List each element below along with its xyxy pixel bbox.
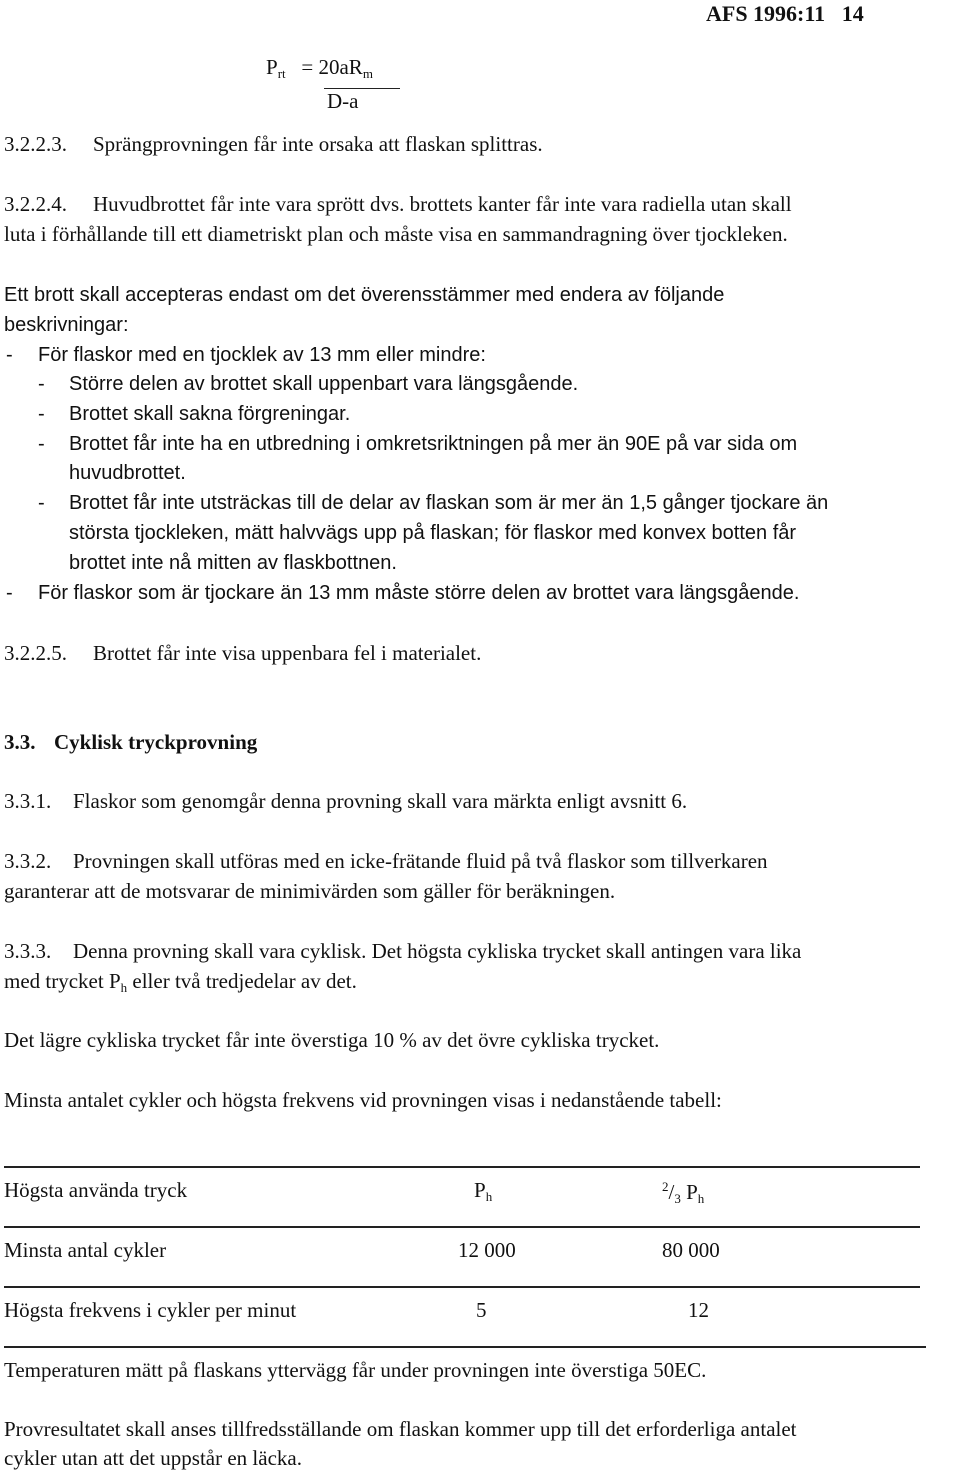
acceptance-intro-line: beskrivningar: [4,314,129,336]
table-cell: 12 000 [458,1238,516,1262]
table-intro-paragraph: Minsta antalet cykler och högsta frekvens vid provningen visas i nedanstående tabell: [4,1088,722,1112]
result-paragraph-line: cykler utan att det uppstår en läcka. [4,1446,302,1470]
list-dash: - [38,373,45,395]
list-dash: - [6,582,13,604]
list-item-thick-flasks: För flaskor som är tjockare än 13 mm måste större delen av brottet vara längsgående. [38,582,800,604]
paragraph-3-3-3-line: med trycket $P_h$ eller två tredjedelar av det. [4,969,357,995]
sub-list-item: Brottet får inte utsträckas till de delar av flaskan som är mer än 1,5 gånger tjockare än [69,492,829,514]
sub-list-item-continued: största tjockleken, mätt halvvägs upp på flaskan; för flaskor med konvex botten får [69,522,797,544]
table-row-label: Högsta använda tryck [4,1178,188,1202]
list-item-thin-flasks: För flaskor med en tjocklek av 13 mm eller mindre: [38,344,486,366]
table-cell: $P_h$ [474,1178,493,1204]
acceptance-intro-line: Ett brott skall accepteras endast om det överensstämmer med endera av följande [4,284,725,306]
table-cell: 12 [688,1298,709,1322]
document-reference [706,3,864,25]
list-dash: - [38,403,45,425]
paragraph-3-2-2-5-number: 3.2.2.5. [4,641,67,665]
paragraph-3-2-2-3-number: 3.2.2.3. [4,132,67,156]
sub-list-item: Större delen av brottet skall uppenbart vara längsgående. [69,373,579,395]
paragraph-3-2-2-4-number: 3.2.2.4. [4,192,67,216]
paragraph-3-2-2-5-text: Brottet får inte visa uppenbara fel i materialet. [93,641,482,665]
result-paragraph-line: Provresultatet skall anses tillfredsställande om flaskan kommer upp till det erforderliga antalet [4,1417,797,1441]
sub-list-item-continued: brottet inte nå mitten av flaskbottnen. [69,552,397,574]
paragraph-3-2-2-4-line: luta i förhållande till ett diametriskt plan och måste visa en sammandragning över tjockleken. [4,222,788,246]
table-cell: $^2/_3$ $P_h$ [662,1179,705,1206]
table-rule [4,1286,920,1288]
paragraph-3-3-1-number: 3.3.1. [4,789,52,813]
lower-pressure-paragraph: Det lägre cykliska trycket får inte överstiga 10 % av det övre cykliska trycket. [4,1028,660,1052]
list-dash: - [38,492,45,514]
sub-list-item: Brottet får inte ha en utbredning i omkretsriktningen på mer än 90E på var sida om [69,433,798,455]
document-id: AFS 1996:11 [706,1,826,26]
section-3-3-number: 3.3. [4,730,36,754]
paragraph-3-2-2-4-line: Huvudbrottet får inte vara sprött dvs. brottets kanter får inte vara radiella utan skall [93,192,792,216]
paragraph-3-3-3-line: Denna provning skall vara cyklisk. Det högsta cykliska trycket skall antingen vara lika [73,939,802,963]
formula-denominator: D-a [327,89,359,113]
paragraph-3-3-2-number: 3.3.2. [4,849,52,873]
table-rule-bottom [4,1346,926,1348]
table-cell: 5 [476,1298,487,1322]
table-row-label: Minsta antal cykler [4,1238,167,1262]
paragraph-3-3-3-number: 3.3.3. [4,939,52,963]
formula-numerator: $P_{rt}$ = $20aR_m$ [266,55,373,81]
page-number: 14 [841,1,864,26]
sub-list-item: Brottet skall sakna förgreningar. [69,403,351,425]
paragraph-3-3-2-line: Provningen skall utföras med en icke-frätande fluid på två flaskor som tillverkaren [73,849,768,873]
paragraph-3-2-2-3-text: Sprängprovningen får inte orsaka att flaskan splittras. [93,132,543,156]
sub-list-item-continued: huvudbrottet. [69,462,186,484]
list-dash: - [6,344,13,366]
table-rule-top [4,1166,920,1168]
table-rule [4,1226,920,1228]
paragraph-3-3-2-line: garanterar att de motsvarar de minimivärden som gäller för beräkningen. [4,879,616,903]
section-3-3-title: Cyklisk tryckprovning [54,730,258,754]
temperature-paragraph: Temperaturen mätt på flaskans yttervägg får under provningen inte överstiga 50EC. [4,1358,707,1382]
table-row-label: Högsta frekvens i cykler per minut [4,1298,297,1322]
paragraph-3-3-1-text: Flaskor som genomgår denna provning skall vara märkta enligt avsnitt 6. [73,789,688,813]
table-cell: 80 000 [662,1238,720,1262]
list-dash: - [38,433,45,455]
